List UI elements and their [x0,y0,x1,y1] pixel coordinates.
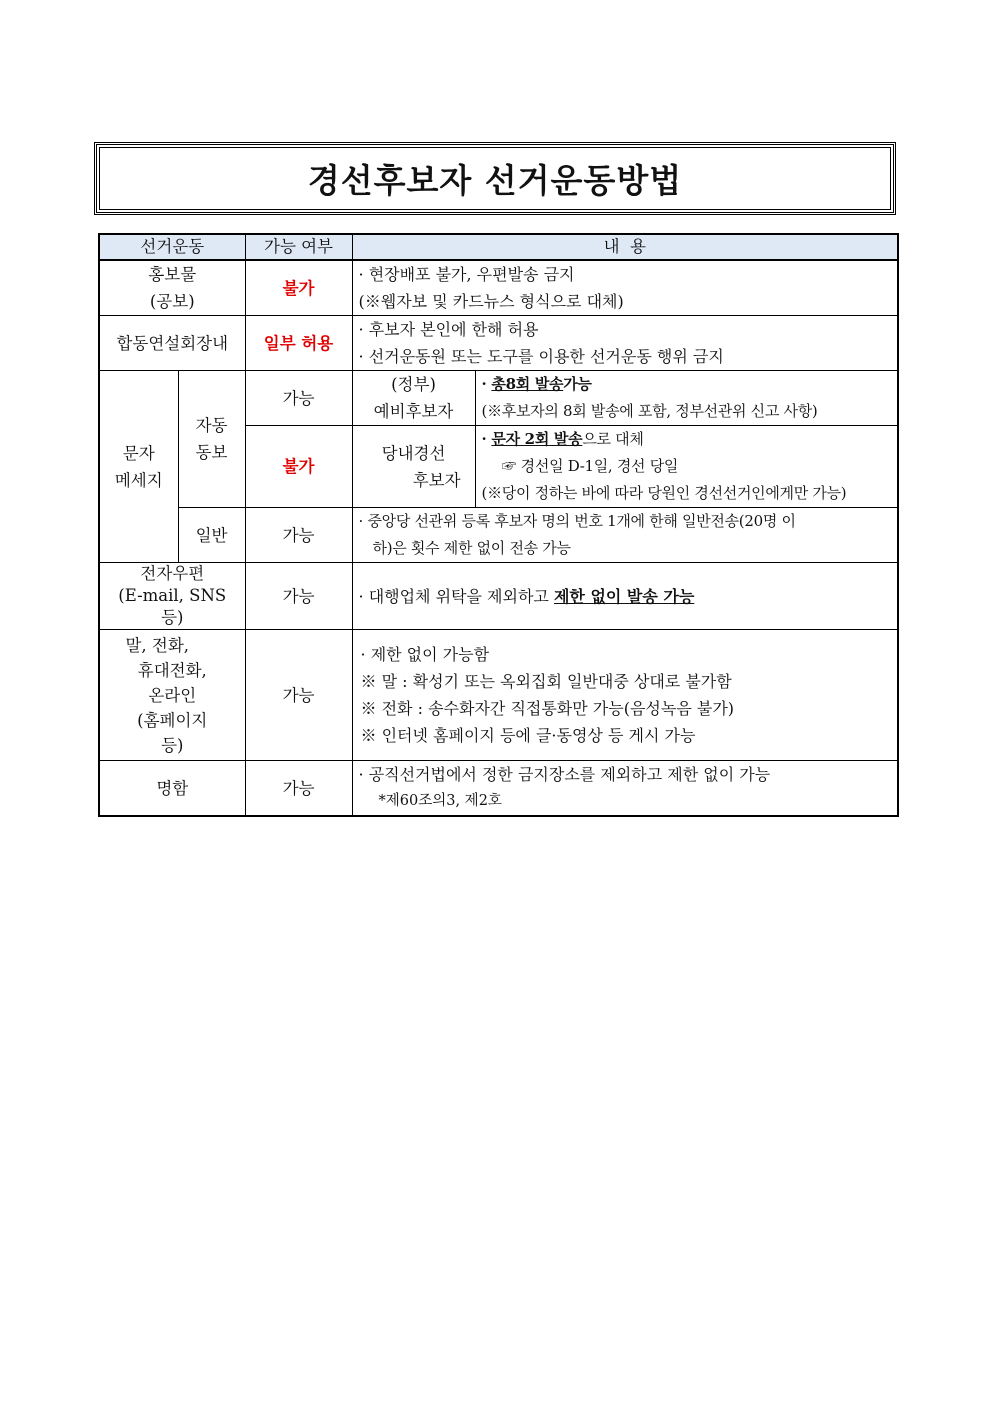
page-title: 경선후보자 선거운동방법 [307,161,683,200]
phone-label-4: (홈페이지 [137,710,208,730]
header-content: 내 용 [352,234,898,260]
sms-party-who-2: 후보자 [412,470,461,490]
sms-party-bold-underline: 문자 2회 발송 [491,430,583,448]
sms-general-line-1: · 중앙당 선관위 등록 후보자 명의 번호 1개에 한해 일반전송(20명 이 [358,512,796,530]
sms-pre-bold-underline: 총8회 발송 [491,375,564,393]
email-label-1: 전자우편 [140,564,205,583]
phone-label-1: 말, 전화, [125,635,190,655]
sms-party-rest: 으로 대체 [582,430,644,448]
sms-general-status: 가능 [245,508,352,563]
sms-auto-label-2: 동보 [195,443,228,462]
table-row-card [99,761,898,817]
sms-auto-label-1: 자동 [195,416,228,435]
sms-pre-who [352,371,475,426]
table-row-phone [99,630,898,761]
hall-line-2: · 선거운동원 또는 도구를 이용한 선거운동 행위 금지 [358,347,724,366]
sms-party-line-2: ☞ 경선일 D-1일, 경선 당일 [501,457,679,475]
hall-content [352,316,898,371]
hall-status: 일부 허용 [245,316,352,371]
sms-pre-note: (※후보자의 8회 발송에 포함, 정부선관위 신고 사항) [481,402,818,420]
header-availability: 가능 여부 [245,234,352,260]
phone-content [352,630,898,761]
phone-label-5: 등) [161,735,184,755]
promo-label-2: (공보) [149,292,195,311]
email-label-cell [99,563,245,630]
table-row-sms-general [99,508,898,563]
phone-line-3: ※ 전화 : 송수화자간 직접통화만 가능(음성녹음 불가) [360,699,735,718]
sms-label-1: 문자 [122,443,155,463]
email-label-2: (E-mail, SNS 등) [118,586,227,627]
sms-pre-line-1 [482,371,892,398]
title-box [94,142,896,215]
card-label: 명함 [99,761,245,817]
sms-party-bullet: · [481,430,492,448]
phone-label-cell [99,630,245,761]
email-text: · 대행업체 위탁을 제외하고 [358,586,554,606]
phone-label-2: 휴대전화, [137,660,207,680]
phone-line-1: · 제한 없이 가능함 [360,645,490,664]
sms-auto-label-cell [178,371,245,508]
sms-label-cell [99,371,178,563]
email-content [352,563,898,630]
sms-pre-bullet: · [481,375,492,393]
hall-label: 합동연설회장내 [99,316,245,371]
sms-pre-who-1: (정부) [391,375,436,394]
promo-status: 불가 [245,260,352,316]
sms-pre-who-2: 예비후보자 [373,402,454,421]
sms-party-note: (※당이 정하는 바에 따라 당원인 경선선거인에게만 가능) [481,484,847,502]
phone-line-4: ※ 인터넷 홈페이지 등에 글·동영상 등 게시 가능 [360,726,696,745]
email-status: 가능 [245,563,352,630]
phone-line-2: ※ 말 : 확성기 또는 옥외집회 일반대중 상대로 불가함 [360,672,732,691]
promo-line-1: · 현장배포 불가, 우편발송 금지 [358,265,575,284]
sms-party-who [352,426,475,508]
table-row-email [99,563,898,630]
sms-label-2: 메세지 [114,470,163,490]
sms-pre-status: 가능 [245,371,352,426]
promo-label-cell [99,260,245,316]
sms-party-who-1: 당내경선 [381,443,446,463]
card-status: 가능 [245,761,352,817]
header-row [99,234,898,260]
sms-party-content [475,426,898,508]
hall-line-1: · 후보자 본인에 한해 허용 [358,320,539,339]
email-bold-underline: 제한 없이 발송 가능 [553,586,695,606]
sms-general-content [352,508,898,563]
promo-content [352,260,898,316]
table-row-promo [99,260,898,316]
promo-line-2: (※웹자보 및 카드뉴스 형식으로 대체) [358,292,624,311]
sms-general-label: 일반 [178,508,245,563]
phone-label-3: 온라인 [148,685,197,705]
card-content [352,761,898,817]
table-row-sms-pre [99,371,898,426]
campaign-rules-table [98,233,899,817]
card-line-1: · 공직선거법에서 정한 금지장소를 제외하고 제한 없이 가능 [358,765,771,784]
card-line-2: *제60조의3, 제2호 [378,793,502,809]
phone-status: 가능 [245,630,352,761]
sms-pre-content [475,371,898,426]
sms-party-status: 불가 [245,426,352,508]
header-activity: 선거운동 [99,234,245,260]
sms-pre-bold-rest: 가능 [563,375,592,393]
table-row-hall [99,316,898,371]
promo-label-1: 홍보물 [148,265,197,284]
sms-party-line-1 [482,426,892,453]
sms-general-line-2: 하)은 횟수 제한 없이 전송 가능 [372,539,571,557]
